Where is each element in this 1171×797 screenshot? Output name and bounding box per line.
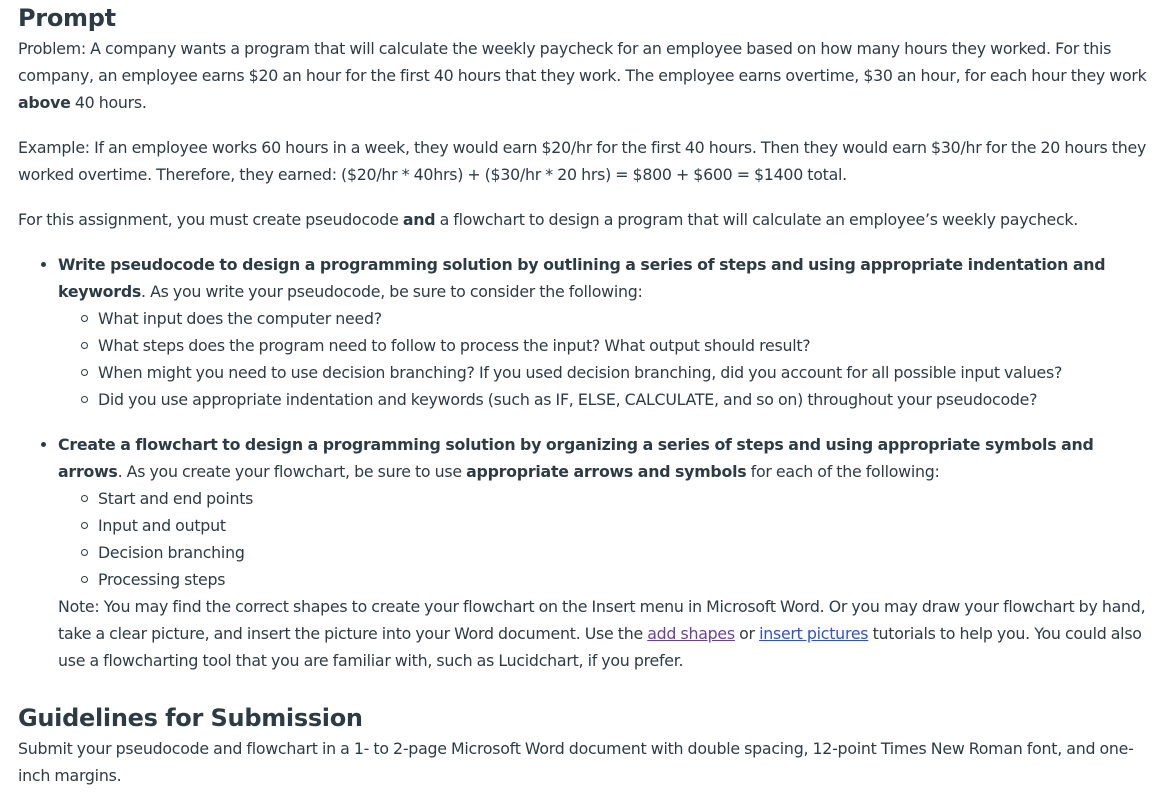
list-item: When might you need to use decision branching? If you used decision branching, did you account for all possible input values?	[98, 359, 1161, 386]
assignment-text: For this assignment, you must create pseudocode	[18, 210, 403, 229]
pseudocode-bold-text: Write pseudocode to design a programming solution by outlining a series of steps and using appropriate indentation and keywords	[58, 255, 1106, 301]
guidelines-heading: Guidelines for Submission	[18, 704, 363, 732]
note-or-text: or	[734, 624, 760, 643]
assignment-paragraph	[18, 206, 1161, 233]
example-paragraph: Example: If an employee works 60 hours in a week, they would earn $20/hr for the first 40 hours. Then they would earn $30/hr for the 20 hours they worked overtime. Therefore, they earned: ($20/hr * 40hrs) + ($30/hr * 20 hrs) = $800 + $600 = $1400 total.	[18, 138, 1147, 184]
problem-end-text: 40 hours.	[70, 93, 147, 112]
problem-bold-text: above	[18, 93, 71, 112]
flowchart-text-2: for each of the following:	[746, 462, 940, 481]
flowchart-sublist	[58, 485, 1161, 593]
list-item: Processing steps	[98, 566, 1161, 593]
insert-pictures-link[interactable]: insert pictures	[759, 624, 869, 643]
add-shapes-link[interactable]: add shapes	[647, 624, 735, 643]
note-end-text: tutorials to help you. You could also use a flowcharting tool that you are familiar with, such as Lucidchart, if you prefer.	[58, 624, 1142, 670]
list-item: Start and end points	[98, 485, 1161, 512]
list-item: What input does the computer need?	[98, 305, 1161, 332]
list-item: What steps does the program need to follow to process the input? What output should result?	[98, 332, 1161, 359]
list-item: Decision branching	[98, 539, 1161, 566]
assignment-bold-text: and	[402, 210, 436, 229]
note-paragraph	[58, 593, 1161, 674]
assignment-end-text: a flowchart to design a program that will calculate an employee’s weekly paycheck.	[435, 210, 1079, 229]
requirements-list	[18, 251, 1161, 674]
problem-paragraph	[18, 35, 1161, 116]
pseudocode-sublist	[58, 305, 1161, 413]
list-item: Input and output	[98, 512, 1161, 539]
list-item: Did you use appropriate indentation and keywords (such as IF, ELSE, CALCULATE, and so on) throughout your pseudocode?	[98, 386, 1161, 413]
list-item-flowchart	[58, 431, 1161, 674]
flowchart-text: . As you create your flowchart, be sure to use	[117, 462, 467, 481]
flowchart-bold-text: Create a flowchart to design a programming solution by organizing a series of steps and using appropriate symbols and arrows	[58, 435, 1094, 481]
guidelines-paragraph: Submit your pseudocode and flowchart in a 1- to 2-page Microsoft Word document with double spacing, 12-point Times New Roman font, and one-inch margins.	[18, 739, 1134, 785]
list-item-pseudocode	[58, 251, 1161, 413]
prompt-heading: Prompt	[18, 4, 116, 32]
note-text: Note: You may find the correct shapes to create your flowchart on the Insert menu in Microsoft Word. Or you may draw your flowchart by hand, take a clear picture, and insert the picture into your Word document. Use the	[58, 597, 1146, 643]
flowchart-bold-text-2: appropriate arrows and symbols	[466, 462, 747, 481]
pseudocode-text: . As you write your pseudocode, be sure to consider the following:	[141, 282, 643, 301]
problem-text: Problem: A company wants a program that will calculate the weekly paycheck for an employee based on how many hours they worked. For this company, an employee earns $20 an hour for the first 40 hours that they work. The employee earns overtime, $30 an hour, for each hour they work	[18, 39, 1147, 85]
